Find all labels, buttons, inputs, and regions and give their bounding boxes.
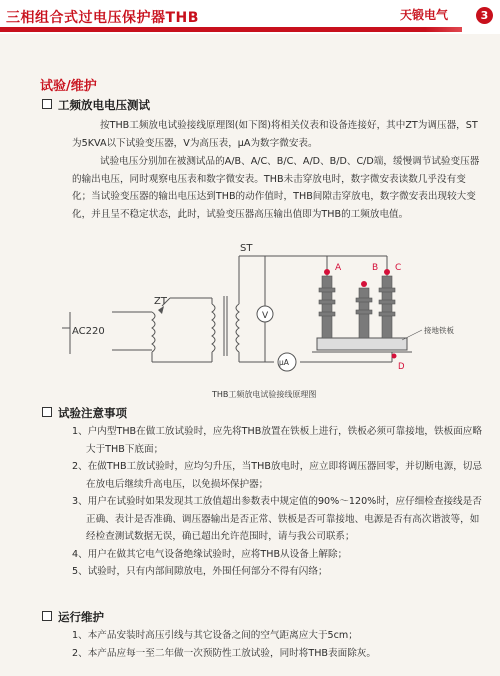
list-item: 1、本产品安装时高压引线与其它设备之间的空气距离应大于5cm； bbox=[72, 630, 358, 641]
ac-source-label: AC220 bbox=[72, 326, 105, 337]
page-header bbox=[0, 0, 500, 34]
checkbox-square-icon bbox=[42, 611, 52, 621]
list-item: 2、在做THB工放试验时，应均匀升压，当THB放电时，应立即将调压器回零，并切断电源，切忌在放电后继续升高电压，以免损坏保护器； bbox=[72, 461, 482, 490]
brand-name: 天锻电气 bbox=[400, 8, 449, 22]
zt-label: ZT bbox=[154, 296, 167, 307]
document-title: 三相组合式过电压保护器THB bbox=[6, 10, 199, 26]
header-band bbox=[0, 27, 462, 32]
notes-list bbox=[72, 423, 484, 581]
wiring-diagram bbox=[62, 244, 472, 384]
terminal-d-label: D bbox=[398, 362, 405, 372]
list-item: 3、用户在试验时如果发现其工放值超出参数表中规定值的90%～120%时，应仔细检查接线是否正确、表计是否准确、调压器输出是否正常、铁板是否可靠接地、电源是否有高次谐波等，如经检查测试数据无误，确已超出允许范围时，请与我公司联系； bbox=[72, 496, 482, 542]
page-number-badge: 3 bbox=[476, 7, 493, 24]
subheading-test-notes bbox=[42, 405, 127, 421]
list-item: 2、本产品应每一至二年做一次预防性工放试验，同时将THB表面除灰。 bbox=[72, 647, 376, 659]
test-intro-paragraph: 按THB工频放电试验接线原理图(如下图)将相关仪表和设备连接好，其中ZT为调压器，ST为5KVA以下试验变压器，V为高压表，µA为数字微安表。 bbox=[72, 120, 478, 149]
subheading-power-frequency-test bbox=[42, 97, 150, 113]
test-procedure-paragraph: 试验电压分别加在被测试品的A/B、A/C、B/C、A/D、B/D、C/D端，缓慢调节试验变压器的输出电压，同时观察电压表和数字微安表。THB未击穿放电时，数字微安表读数几乎没有变化；当试验变压器的输出电压达到THB的动作值时，THB间隙击穿放电，数字微安表出现较大变化，并且呈不稳定状态，此时，试验变压器高压输出值即为THB的工频放电值。 bbox=[72, 156, 480, 220]
checkbox-square-icon bbox=[42, 407, 52, 417]
list-item: 5、试验时，只有内部间隙放电，外围任何部分不得有闪络； bbox=[72, 566, 328, 577]
microammeter-label: µA bbox=[279, 358, 289, 367]
terminal-c-label: C bbox=[395, 263, 402, 273]
subheading-label: 工频放电电压测试 bbox=[58, 98, 150, 112]
checkbox-square-icon bbox=[42, 99, 52, 109]
terminal-a-label: A bbox=[335, 263, 342, 273]
terminal-b-label: B bbox=[372, 263, 379, 273]
diagram-caption: THB工频放电试验接线原理图 bbox=[212, 390, 317, 399]
st-label: ST bbox=[240, 244, 253, 254]
list-item: 1、户内型THB在做工放试验时，应先将THB放置在铁板上进行，铁板必须可靠接地，铁板面应略大于THB下底面； bbox=[72, 426, 482, 455]
subheading-maintenance bbox=[42, 609, 104, 625]
subheading-label: 试验注意事项 bbox=[58, 406, 127, 420]
subheading-label: 运行维护 bbox=[58, 610, 104, 624]
maintenance-list bbox=[72, 627, 484, 662]
grounding-plate-label: 接地铁板 bbox=[424, 326, 454, 335]
section-title: 试验/维护 bbox=[40, 79, 97, 94]
voltmeter-label: V bbox=[262, 311, 269, 321]
list-item: 4、用户在做其它电气设备绝缘试验时，应将THB从设备上解除； bbox=[72, 548, 348, 560]
